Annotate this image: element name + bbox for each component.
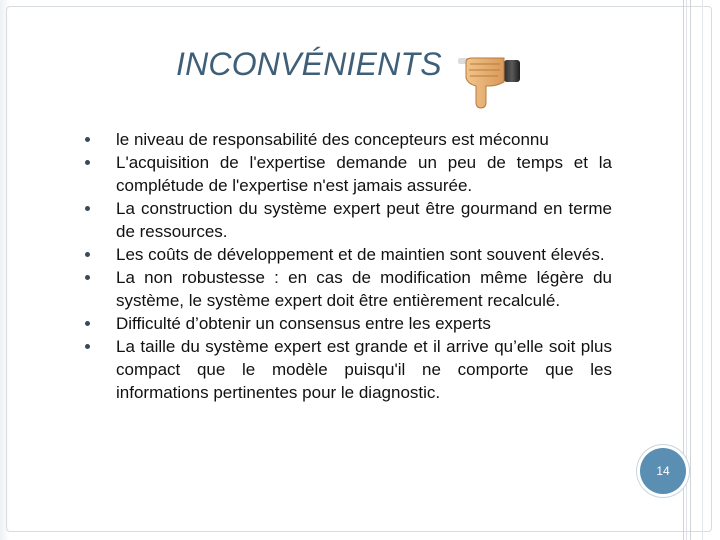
bullet-dot-icon <box>85 275 90 280</box>
thumbs-down-icon <box>456 50 526 114</box>
slide-title: INCONVÉNIENTS <box>176 46 442 82</box>
bullet-text: Les coûts de développement et de maintien sont souvent élevés. <box>116 245 605 264</box>
list-item <box>116 266 612 312</box>
list-item <box>116 243 612 266</box>
bullet-dot-icon <box>85 344 90 349</box>
decorative-rule <box>690 0 691 540</box>
page-number-badge: 14 <box>640 448 686 494</box>
list-item <box>116 312 612 335</box>
decorative-rule <box>686 0 687 540</box>
bullet-text: La non robustesse : en cas de modification même légère du système, le système expert doit être entièrement recalculé. <box>116 268 612 310</box>
bullet-dot-icon <box>85 252 90 257</box>
bullet-dot-icon <box>85 137 90 142</box>
list-item <box>116 335 612 404</box>
bullet-dot-icon <box>85 321 90 326</box>
bullet-list <box>116 128 612 404</box>
bullet-text: Difficulté d’obtenir un consensus entre les experts <box>116 314 491 333</box>
bullet-dot-icon <box>85 160 90 165</box>
list-item <box>116 197 612 243</box>
bullet-text: La construction du système expert peut être gourmand en terme de ressources. <box>116 199 612 241</box>
decorative-rule <box>702 0 703 540</box>
bullet-text: le niveau de responsabilité des concepteurs est méconnu <box>116 130 549 149</box>
bullet-text: L'acquisition de l'expertise demande un peu de temps et la complétude de l'expertise n'est jamais assurée. <box>116 153 612 195</box>
list-item <box>116 151 612 197</box>
bullet-text: La taille du système expert est grande et il arrive qu’elle soit plus compact que le modèle puisqu'il ne comporte que les informations pertinentes pour le diagnostic. <box>116 337 612 402</box>
bullet-dot-icon <box>85 206 90 211</box>
list-item <box>116 128 612 151</box>
